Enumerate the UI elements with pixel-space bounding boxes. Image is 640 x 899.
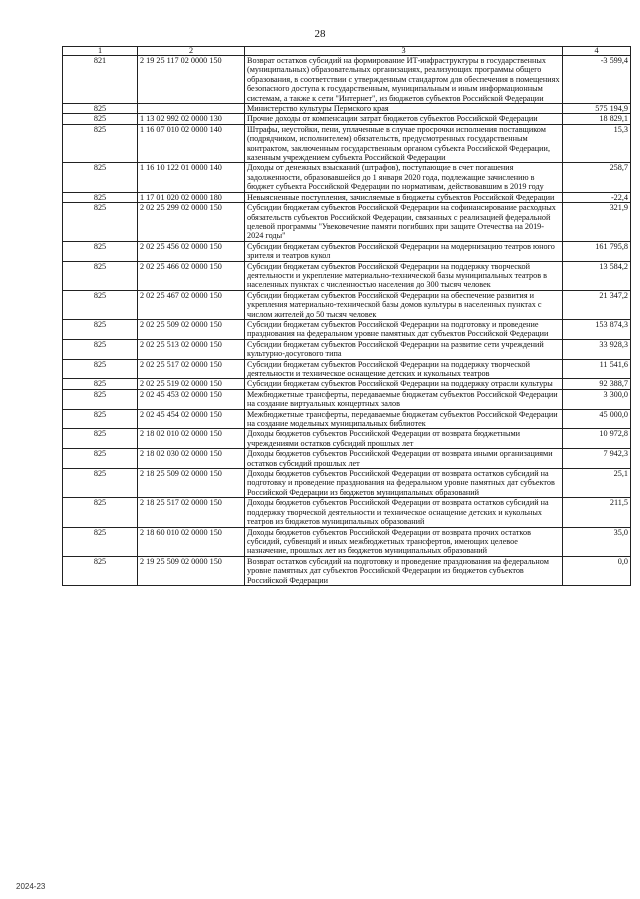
revenue-name-cell: Субсидии бюджетам субъектов Российской Федерации на обеспечение развития и укрепления материально-технической базы домов культуры в населенных пунктах с числом жителей до 50 тысяч человек <box>245 290 563 319</box>
revenue-name-cell: Субсидии бюджетам субъектов Российской Федерации на модернизацию театров юного зрителя и театров кукол <box>245 241 563 261</box>
admin-code-cell: 825 <box>63 379 138 389</box>
budget-code-cell: 1 16 07 010 02 0000 140 <box>138 124 245 163</box>
column-header-4: 4 <box>563 47 631 56</box>
table-row <box>63 379 631 389</box>
table-row <box>63 449 631 469</box>
revenue-name-cell: Министерство культуры Пермского края <box>245 104 563 114</box>
budget-code-cell: 2 19 25 509 02 0000 150 <box>138 556 245 585</box>
revenue-name-cell: Штрафы, неустойки, пени, уплаченные в случае просрочки исполнения поставщиком (подрядчиком, исполнителем) обязательств, предусмотренных государственным контрактом, заключенным государственным органом субъекта Российской Федерации, казенным учреждением субъекта Российской Федерации <box>245 124 563 163</box>
amount-cell: 153 874,3 <box>563 319 631 339</box>
revenue-name-cell: Межбюджетные трансферты, передаваемые бюджетам субъектов Российской Федерации на создание модельных муниципальных библиотек <box>245 409 563 429</box>
admin-code-cell: 825 <box>63 469 138 498</box>
amount-cell: 211,5 <box>563 498 631 527</box>
budget-code-cell <box>138 104 245 114</box>
column-header-2: 2 <box>138 47 245 56</box>
table-row <box>63 163 631 192</box>
admin-code-cell: 825 <box>63 339 138 359</box>
revenue-name-cell: Прочие доходы от компенсации затрат бюджетов субъектов Российской Федерации <box>245 114 563 124</box>
table-row <box>63 114 631 124</box>
admin-code-cell: 825 <box>63 163 138 192</box>
table-row <box>63 124 631 163</box>
budget-code-cell: 2 18 25 509 02 0000 150 <box>138 469 245 498</box>
revenue-name-cell: Субсидии бюджетам субъектов Российской Федерации на поддержку отрасли культуры <box>245 379 563 389</box>
revenue-name-cell: Доходы бюджетов субъектов Российской Федерации от возврата бюджетными учреждениями остатков субсидий прошлых лет <box>245 429 563 449</box>
amount-cell: 321,9 <box>563 203 631 242</box>
budget-code-cell: 1 13 02 992 02 0000 130 <box>138 114 245 124</box>
admin-code-cell: 825 <box>63 124 138 163</box>
amount-cell: 18 829,1 <box>563 114 631 124</box>
revenue-name-cell: Межбюджетные трансферты, передаваемые бюджетам субъектов Российской Федерации на создание виртуальных концертных залов <box>245 389 563 409</box>
table-row <box>63 409 631 429</box>
table-body <box>63 56 631 586</box>
budget-code-cell: 2 02 25 517 02 0000 150 <box>138 359 245 379</box>
amount-cell: 13 584,2 <box>563 261 631 290</box>
revenue-name-cell: Доходы бюджетов субъектов Российской Федерации от возврата остатков субсидий на подготовку и проведение празднования на федеральном уровне памятных дат субъектов Российской Федерации из бюджетов муниципальных образований <box>245 469 563 498</box>
amount-cell: 35,0 <box>563 527 631 556</box>
revenue-name-cell: Субсидии бюджетам субъектов Российской Федерации на софинансирование расходных обязательств субъектов Российской Федерации, связанных с реализацией федеральной целевой программы "Увековечение памяти погибших при защите Отечества на 2019-2024 годы" <box>245 203 563 242</box>
budget-code-cell: 2 19 25 117 02 0000 150 <box>138 56 245 104</box>
admin-code-cell: 825 <box>63 261 138 290</box>
budget-code-cell: 2 18 60 010 02 0000 150 <box>138 527 245 556</box>
admin-code-cell: 825 <box>63 556 138 585</box>
revenue-name-cell: Возврат остатков субсидий на формирование ИТ-инфраструктуры в государственных (муниципальных) образовательных организациях, реализующих программы общего образования, в соответствии с утвержденным стандартом для обеспечения в помещениях безопасного доступа к государственным, муниципальным и иным информационным системам, а также к сети "Интернет", из бюджетов субъектов Российской Федерации <box>245 56 563 104</box>
budget-code-cell: 2 02 25 299 02 0000 150 <box>138 203 245 242</box>
revenue-name-cell: Доходы бюджетов субъектов Российской Федерации от возврата иными организациями остатков субсидий прошлых лет <box>245 449 563 469</box>
admin-code-cell: 825 <box>63 359 138 379</box>
admin-code-cell: 825 <box>63 319 138 339</box>
amount-cell: -3 599,4 <box>563 56 631 104</box>
budget-code-cell: 1 17 01 020 02 0000 180 <box>138 192 245 202</box>
table-row <box>63 290 631 319</box>
admin-code-cell: 825 <box>63 241 138 261</box>
table-row <box>63 429 631 449</box>
amount-cell: 33 928,3 <box>563 339 631 359</box>
amount-cell: 7 942,3 <box>563 449 631 469</box>
budget-code-cell: 2 02 45 453 02 0000 150 <box>138 389 245 409</box>
amount-cell: 92 388,7 <box>563 379 631 389</box>
revenue-name-cell: Субсидии бюджетам субъектов Российской Федерации на поддержку творческой деятельности и укрепление материально-технической базы муниципальных театров в населенных пунктах с численностью населения до 300 тысяч человек <box>245 261 563 290</box>
amount-cell: 0,0 <box>563 556 631 585</box>
amount-cell: 21 347,2 <box>563 290 631 319</box>
table-row <box>63 104 631 114</box>
amount-cell: 11 541,6 <box>563 359 631 379</box>
amount-cell: 258,7 <box>563 163 631 192</box>
table-row <box>63 469 631 498</box>
table-row <box>63 527 631 556</box>
budget-code-cell: 2 18 02 010 02 0000 150 <box>138 429 245 449</box>
revenue-name-cell: Субсидии бюджетам субъектов Российской Федерации на подготовку и проведение празднования на федеральном уровне памятных дат субъектов Российской Федерации <box>245 319 563 339</box>
admin-code-cell: 825 <box>63 192 138 202</box>
table-row <box>63 241 631 261</box>
table-row <box>63 56 631 104</box>
admin-code-cell: 825 <box>63 409 138 429</box>
admin-code-cell: 825 <box>63 389 138 409</box>
footer-code: 2024-23 <box>16 882 46 891</box>
table-row <box>63 319 631 339</box>
table-row <box>63 261 631 290</box>
revenue-name-cell: Субсидии бюджетам субъектов Российской Федерации на поддержку творческой деятельности и техническое оснащение детских и кукольных театров <box>245 359 563 379</box>
amount-cell: 161 795,8 <box>563 241 631 261</box>
budget-code-cell: 2 02 45 454 02 0000 150 <box>138 409 245 429</box>
revenue-name-cell: Доходы от денежных взысканий (штрафов), поступающие в счет погашения задолженности, образовавшейся до 1 января 2020 года, подлежащие зачислению в бюджет субъекта Российской Федерации по нормативам, действовавшим в 2019 году <box>245 163 563 192</box>
budget-code-cell: 2 18 02 030 02 0000 150 <box>138 449 245 469</box>
budget-code-cell: 2 02 25 467 02 0000 150 <box>138 290 245 319</box>
column-header-1: 1 <box>63 47 138 56</box>
revenue-name-cell: Доходы бюджетов субъектов Российской Федерации от возврата остатков субсидий на поддержку творческой деятельности и техническое оснащение детских и кукольных театров из бюджетов муниципальных образований <box>245 498 563 527</box>
amount-cell: 10 972,8 <box>563 429 631 449</box>
admin-code-cell: 821 <box>63 56 138 104</box>
table-row <box>63 498 631 527</box>
admin-code-cell: 825 <box>63 114 138 124</box>
budget-code-cell: 2 02 25 466 02 0000 150 <box>138 261 245 290</box>
table-row <box>63 192 631 202</box>
admin-code-cell: 825 <box>63 449 138 469</box>
page-number: 28 <box>314 28 326 40</box>
budget-code-cell: 2 02 25 513 02 0000 150 <box>138 339 245 359</box>
amount-cell: 45 000,0 <box>563 409 631 429</box>
table-row <box>63 359 631 379</box>
amount-cell: 15,3 <box>563 124 631 163</box>
column-header-3: 3 <box>245 47 563 56</box>
admin-code-cell: 825 <box>63 498 138 527</box>
table-row <box>63 339 631 359</box>
admin-code-cell: 825 <box>63 203 138 242</box>
amount-cell: -22,4 <box>563 192 631 202</box>
table-row <box>63 203 631 242</box>
table-row <box>63 556 631 585</box>
budget-code-cell: 2 02 25 519 02 0000 150 <box>138 379 245 389</box>
budget-code-cell: 2 02 25 509 02 0000 150 <box>138 319 245 339</box>
budget-code-cell: 1 16 10 122 01 0000 140 <box>138 163 245 192</box>
revenue-name-cell: Невыясненные поступления, зачисляемые в бюджеты субъектов Российской Федерации <box>245 192 563 202</box>
amount-cell: 25,1 <box>563 469 631 498</box>
admin-code-cell: 825 <box>63 527 138 556</box>
revenue-name-cell: Возврат остатков субсидий на подготовку и проведение празднования на федеральном уровне памятных дат субъектов Российской Федерации из бюджетов субъектов Российской Федерации <box>245 556 563 585</box>
admin-code-cell: 825 <box>63 290 138 319</box>
table-row <box>63 389 631 409</box>
revenue-table <box>62 46 631 586</box>
budget-code-cell: 2 02 25 456 02 0000 150 <box>138 241 245 261</box>
table-header-row <box>63 47 631 56</box>
revenue-name-cell: Субсидии бюджетам субъектов Российской Федерации на развитие сети учреждений культурно-досугового типа <box>245 339 563 359</box>
admin-code-cell: 825 <box>63 104 138 114</box>
amount-cell: 575 194,9 <box>563 104 631 114</box>
revenue-name-cell: Доходы бюджетов субъектов Российской Федерации от возврата прочих остатков субсидий, субвенций и иных межбюджетных трансфертов, имеющих целевое назначение, прошлых лет из бюджетов муниципальных образований <box>245 527 563 556</box>
budget-code-cell: 2 18 25 517 02 0000 150 <box>138 498 245 527</box>
admin-code-cell: 825 <box>63 429 138 449</box>
amount-cell: 3 300,0 <box>563 389 631 409</box>
